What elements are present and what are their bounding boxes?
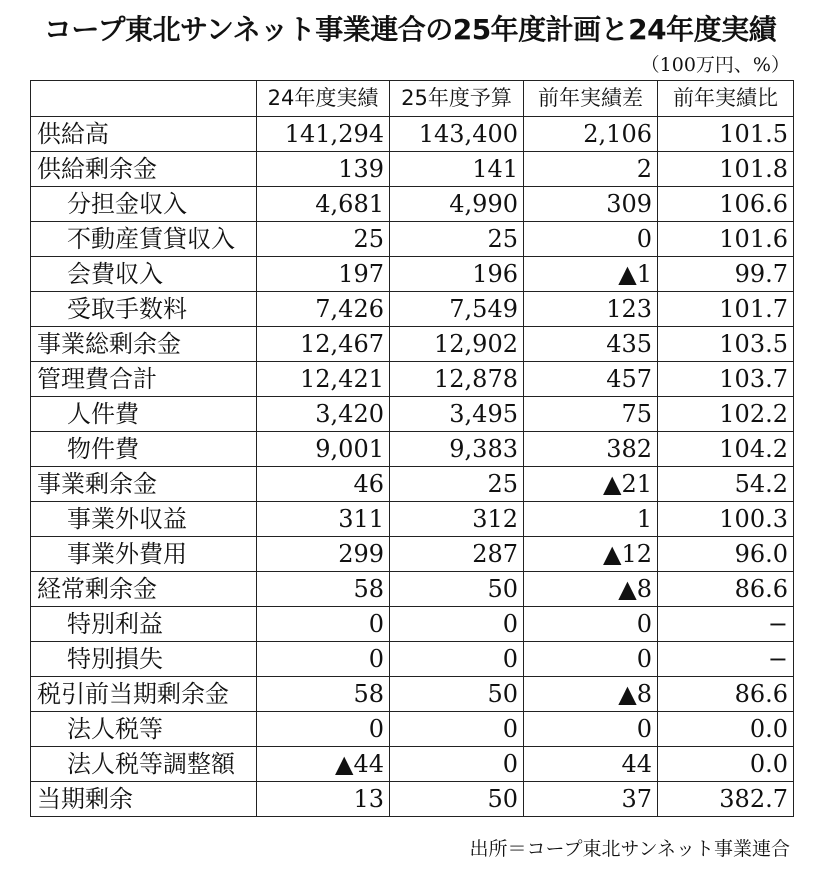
cell-fy24-actual: 9,001 (257, 432, 390, 467)
cell-yoy-diff: 0 (524, 607, 658, 642)
cell-fy25-budget: 9,383 (390, 432, 524, 467)
table-row (31, 747, 794, 782)
cell-fy25-budget: 4,990 (390, 187, 524, 222)
table-row (31, 117, 794, 152)
table-row (31, 677, 794, 712)
cell-yoy-ratio: 101.7 (658, 292, 794, 327)
table-row (31, 642, 794, 677)
cell-fy25-budget: 25 (390, 467, 524, 502)
cell-fy24-actual: 46 (257, 467, 390, 502)
row-label: 物件費 (31, 432, 257, 467)
source-note: 出所＝コープ東北サンネット事業連合 (469, 838, 790, 860)
table-row (31, 537, 794, 572)
cell-yoy-ratio: 103.7 (658, 362, 794, 397)
cell-fy25-budget: 50 (390, 782, 524, 817)
row-label: 不動産賃貸収入 (31, 222, 257, 257)
cell-yoy-ratio: 86.6 (658, 572, 794, 607)
cell-yoy-diff: 44 (524, 747, 658, 782)
row-label: 法人税等 (31, 712, 257, 747)
cell-fy24-actual: 25 (257, 222, 390, 257)
cell-fy25-budget: 0 (390, 642, 524, 677)
cell-yoy-ratio: − (658, 607, 794, 642)
cell-yoy-diff: 2 (524, 152, 658, 187)
cell-fy24-actual: 311 (257, 502, 390, 537)
table-body (31, 117, 794, 817)
row-label: 供給剰余金 (31, 152, 257, 187)
cell-yoy-ratio: 0.0 (658, 747, 794, 782)
cell-fy25-budget: 12,902 (390, 327, 524, 362)
table-row (31, 327, 794, 362)
cell-fy25-budget: 287 (390, 537, 524, 572)
cell-fy24-actual: 7,426 (257, 292, 390, 327)
cell-yoy-ratio: 102.2 (658, 397, 794, 432)
table-row (31, 782, 794, 817)
cell-yoy-ratio: 99.7 (658, 257, 794, 292)
cell-fy24-actual: 139 (257, 152, 390, 187)
row-label: 特別損失 (31, 642, 257, 677)
cell-yoy-ratio: 100.3 (658, 502, 794, 537)
cell-yoy-ratio: 106.6 (658, 187, 794, 222)
table-row (31, 432, 794, 467)
header-row (31, 81, 794, 117)
cell-fy25-budget: 196 (390, 257, 524, 292)
table-row (31, 607, 794, 642)
table-row (31, 397, 794, 432)
cell-yoy-ratio: 382.7 (658, 782, 794, 817)
row-label: 特別利益 (31, 607, 257, 642)
cell-yoy-diff: 2,106 (524, 117, 658, 152)
cell-fy25-budget: 141 (390, 152, 524, 187)
cell-fy24-actual: 58 (257, 677, 390, 712)
cell-yoy-ratio: 103.5 (658, 327, 794, 362)
table-row (31, 467, 794, 502)
row-label: 管理費合計 (31, 362, 257, 397)
row-label: 当期剰余 (31, 782, 257, 817)
cell-fy24-actual: 141,294 (257, 117, 390, 152)
cell-yoy-ratio: 54.2 (658, 467, 794, 502)
table-row (31, 572, 794, 607)
row-label: 税引前当期剰余金 (31, 677, 257, 712)
cell-yoy-diff: 37 (524, 782, 658, 817)
cell-fy24-actual: 0 (257, 607, 390, 642)
cell-yoy-ratio: 101.5 (658, 117, 794, 152)
cell-yoy-diff: ▲1 (524, 257, 658, 292)
row-label: 受取手数料 (31, 292, 257, 327)
cell-fy24-actual: 197 (257, 257, 390, 292)
cell-yoy-ratio: 0.0 (658, 712, 794, 747)
row-label: 供給高 (31, 117, 257, 152)
row-label: 経常剰余金 (31, 572, 257, 607)
row-label: 事業剰余金 (31, 467, 257, 502)
cell-fy25-budget: 25 (390, 222, 524, 257)
row-label: 事業外収益 (31, 502, 257, 537)
row-label: 会費収入 (31, 257, 257, 292)
table-row (31, 257, 794, 292)
row-label: 事業総剰余金 (31, 327, 257, 362)
cell-yoy-diff: 1 (524, 502, 658, 537)
unit-note: （100万円、%） (640, 54, 790, 76)
cell-yoy-diff: ▲21 (524, 467, 658, 502)
cell-yoy-diff: 0 (524, 222, 658, 257)
table-row (31, 187, 794, 222)
header-cell-label (31, 81, 257, 117)
cell-yoy-ratio: − (658, 642, 794, 677)
cell-yoy-diff: 435 (524, 327, 658, 362)
cell-fy25-budget: 0 (390, 607, 524, 642)
cell-fy25-budget: 0 (390, 712, 524, 747)
header-cell-yoy-diff: 前年実績差 (524, 81, 658, 117)
header-cell-fy25-budget: 25年度予算 (390, 81, 524, 117)
cell-fy25-budget: 50 (390, 677, 524, 712)
cell-fy24-actual: 3,420 (257, 397, 390, 432)
cell-fy24-actual: 4,681 (257, 187, 390, 222)
table-row (31, 152, 794, 187)
cell-yoy-diff: 0 (524, 642, 658, 677)
cell-fy25-budget: 7,549 (390, 292, 524, 327)
cell-yoy-diff: 75 (524, 397, 658, 432)
cell-fy24-actual: 12,421 (257, 362, 390, 397)
table-title: コープ東北サンネット事業連合の25年度計画と24年度実績 (43, 13, 777, 46)
cell-yoy-ratio: 101.6 (658, 222, 794, 257)
cell-yoy-ratio: 104.2 (658, 432, 794, 467)
cell-fy25-budget: 312 (390, 502, 524, 537)
cell-yoy-diff: 309 (524, 187, 658, 222)
table-row (31, 712, 794, 747)
financial-table (30, 80, 794, 817)
cell-fy24-actual: 0 (257, 712, 390, 747)
row-label: 人件費 (31, 397, 257, 432)
row-label: 分担金収入 (31, 187, 257, 222)
header-cell-yoy-ratio: 前年実績比 (658, 81, 794, 117)
cell-yoy-ratio: 86.6 (658, 677, 794, 712)
table-row (31, 362, 794, 397)
cell-fy25-budget: 50 (390, 572, 524, 607)
cell-yoy-ratio: 96.0 (658, 537, 794, 572)
cell-fy24-actual: 13 (257, 782, 390, 817)
cell-fy24-actual: ▲44 (257, 747, 390, 782)
cell-fy25-budget: 3,495 (390, 397, 524, 432)
cell-yoy-ratio: 101.8 (658, 152, 794, 187)
cell-fy24-actual: 0 (257, 642, 390, 677)
cell-fy25-budget: 0 (390, 747, 524, 782)
header-cell-fy24-actual: 24年度実績 (257, 81, 390, 117)
cell-fy24-actual: 58 (257, 572, 390, 607)
cell-yoy-diff: 0 (524, 712, 658, 747)
cell-yoy-diff: 382 (524, 432, 658, 467)
cell-yoy-diff: ▲12 (524, 537, 658, 572)
table-row (31, 222, 794, 257)
cell-fy25-budget: 143,400 (390, 117, 524, 152)
cell-fy24-actual: 299 (257, 537, 390, 572)
row-label: 事業外費用 (31, 537, 257, 572)
row-label: 法人税等調整額 (31, 747, 257, 782)
cell-yoy-diff: ▲8 (524, 572, 658, 607)
cell-fy24-actual: 12,467 (257, 327, 390, 362)
cell-yoy-diff: 457 (524, 362, 658, 397)
cell-yoy-diff: 123 (524, 292, 658, 327)
cell-fy25-budget: 12,878 (390, 362, 524, 397)
table-row (31, 502, 794, 537)
cell-yoy-diff: ▲8 (524, 677, 658, 712)
table-row (31, 292, 794, 327)
